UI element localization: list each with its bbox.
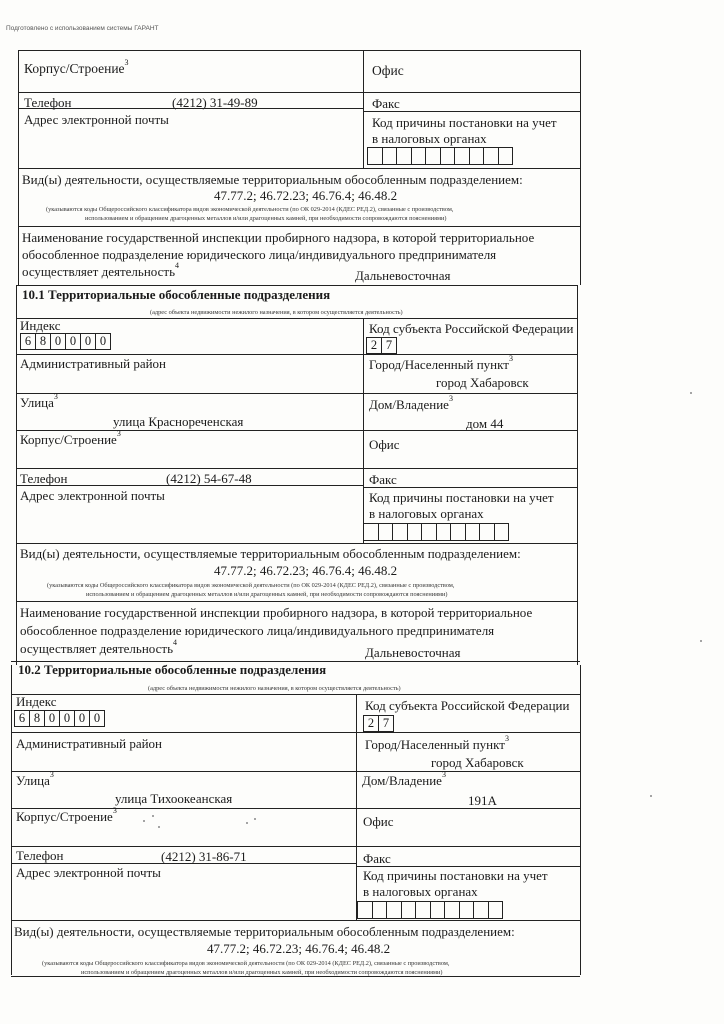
top-korpus-label: Корпус/Строение$^3$	[24, 58, 129, 76]
scan-speck	[254, 818, 256, 820]
s1-house-label: Дом/Владение$^3$	[369, 394, 453, 412]
rule	[11, 732, 580, 733]
scan-speck	[650, 795, 652, 797]
s1-city-value: город Хабаровск	[436, 375, 529, 390]
s1-subtitle: (адрес объекта недвижимости нежилого назначения, в котором осуществляется деятельность)	[150, 309, 403, 316]
rule	[16, 485, 363, 486]
top-inspection-value: Дальневосточная	[355, 268, 451, 283]
s2-city-label: Город/Населенный пункт$^3$	[365, 734, 509, 752]
s2-phone-value: (4212) 31-86-71	[161, 849, 247, 864]
rule	[16, 543, 577, 544]
rule	[11, 694, 580, 695]
rule	[16, 468, 577, 469]
s1-region-label: Код субъекта Российской Федерации	[369, 321, 574, 336]
s1-district-label: Административный район	[20, 356, 167, 371]
s1-street-label: Улица$^3$	[20, 392, 58, 410]
s1-korpus-label: Корпус/Строение$^3$	[20, 429, 121, 447]
s1-inspection-line-1: Наименование государственной инспекции пробирного надзора, в которой территориальное	[20, 605, 533, 620]
top-activity-note-2: использованием и обращением драгоценных металлов и/или драгоценных камней, при необходимости сопровождаются пояснениями)	[85, 215, 447, 222]
s2-city-value: город Хабаровск	[431, 755, 524, 770]
s1-fax-label: Факс	[369, 472, 397, 487]
rule	[16, 430, 577, 431]
s1-city-label: Город/Населенный пункт$^3$	[369, 354, 513, 372]
s2-activity-note-2: использованием и обращением драгоценных металлов и/или драгоценных камней, при необходимости сопровождаются пояснениями)	[81, 969, 443, 976]
s2-kpp-cells	[357, 901, 503, 919]
s2-korpus-label: Корпус/Строение$^3$	[16, 806, 117, 824]
rule	[18, 226, 580, 227]
top-kpp-cells	[367, 147, 513, 165]
s2-index-label: Индекс	[16, 694, 57, 709]
s2-house-label: Дом/Владение$^3$	[362, 770, 446, 788]
s1-activity-note-1: (указываются коды Общероссийского классификатора видов экономической деятельности (по ОК 029-2014 (КДЕС РЕД.2), связанные с производством,	[47, 582, 455, 589]
top-phone-label: Телефон	[24, 95, 72, 110]
frame-right	[580, 50, 581, 285]
rule	[363, 111, 580, 112]
rule	[16, 318, 577, 319]
s1-street-value: улица Краснореченская	[113, 414, 244, 429]
s1-inspection-value: Дальневосточная	[365, 645, 461, 660]
top-email-label: Адрес электронной почты	[24, 112, 169, 127]
s2-house-value: 191А	[468, 793, 497, 808]
top-activity-label: Вид(ы) деятельности, осуществляемые территориальным обособленным подразделением:	[22, 172, 523, 187]
s1-activity-note-2: использованием и обращением драгоценных металлов и/или драгоценных камней, при необходимости сопровождаются пояснениями)	[86, 591, 448, 598]
s2-street-value: улица Тихоокеанская	[115, 791, 233, 806]
top-activity-codes: 47.77.2; 46.72.23; 46.76.4; 46.48.2	[214, 188, 398, 203]
rule	[18, 92, 580, 93]
s2-subtitle: (адрес объекта недвижимости нежилого назначения, в котором осуществляется деятельность)	[148, 685, 401, 692]
scan-speck	[700, 640, 702, 642]
s2-activity-label: Вид(ы) деятельности, осуществляемые территориальным обособленным подразделением:	[14, 924, 515, 939]
rule	[356, 866, 580, 867]
s1-activity-codes: 47.77.2; 46.72.23; 46.76.4; 46.48.2	[214, 563, 398, 578]
s2-phone-label: Телефон	[16, 848, 64, 863]
s2-email-label: Адрес электронной почты	[16, 865, 161, 880]
rule	[18, 168, 580, 169]
s1-house-value: дом 44	[466, 416, 504, 431]
divider	[356, 694, 357, 920]
s2-kpp-label-1: Код причины постановки на учет	[363, 868, 548, 883]
s2-index-cells: 6 8 0 0 0 0	[14, 710, 105, 727]
s1-email-label: Адрес электронной почты	[20, 488, 165, 503]
s1-index-label: Индекс	[20, 318, 61, 333]
scan-speck	[143, 820, 145, 822]
s1-office-label: Офис	[369, 437, 400, 452]
top-kpp-label-1: Код причины постановки на учет	[372, 115, 557, 130]
top-fax-label: Факс	[372, 96, 400, 111]
scan-speck	[158, 826, 160, 828]
rule	[16, 354, 577, 355]
top-activity-note-1: (указываются коды Общероссийского классификатора видов экономической деятельности (по ОК 029-2014 (КДЕС РЕД.2), связанные с производством,	[46, 206, 454, 213]
rule	[11, 920, 580, 921]
top-inspection-line-3: осуществляет деятельность$^4$	[22, 261, 180, 279]
top-kpp-label-2: в налоговых органах	[372, 131, 487, 146]
s2-office-label: Офис	[363, 814, 394, 829]
s1-kpp-cells	[363, 523, 509, 541]
rule	[16, 601, 577, 602]
rule	[18, 108, 363, 109]
s1-kpp-label-1: Код причины постановки на учет	[369, 490, 554, 505]
frame-right	[580, 665, 581, 975]
s2-region-cells: 2 7	[363, 715, 394, 732]
s1-inspection-line-2: обособленное подразделение юридического лица/индивидуального предпринимателя	[20, 623, 495, 638]
s1-kpp-label-2: в налоговых органах	[369, 506, 484, 521]
scan-speck	[152, 815, 154, 817]
top-office-label: Офис	[372, 63, 404, 78]
top-inspection-line-2: обособленное подразделение юридического лица/индивидуального предпринимателя	[22, 247, 497, 262]
s1-activity-label: Вид(ы) деятельности, осуществляемые территориальным обособленным подразделением:	[20, 546, 521, 561]
rule	[11, 863, 356, 864]
s1-title: 10.1 Территориальные обособленные подразделения	[22, 287, 331, 302]
top-phone-value: (4212) 31-49-89	[172, 95, 258, 110]
s1-phone-value: (4212) 54-67-48	[166, 471, 252, 486]
s1-region-cells: 2 7	[366, 337, 397, 354]
s2-title: 10.2 Территориальные обособленные подразделения	[18, 662, 327, 677]
s1-phone-label: Телефон	[20, 471, 68, 486]
frame-right	[577, 285, 578, 665]
scan-speck	[246, 822, 248, 824]
frame-left	[11, 665, 12, 975]
rule	[363, 487, 577, 488]
rule	[18, 50, 580, 51]
s2-activity-codes: 47.77.2; 46.72.23; 46.76.4; 46.48.2	[207, 941, 391, 956]
s2-region-label: Код субъекта Российской Федерации	[365, 698, 570, 713]
rule	[11, 846, 580, 847]
scan-speck	[690, 392, 692, 394]
rule	[16, 393, 577, 394]
rule	[11, 976, 580, 977]
rule	[16, 285, 577, 286]
s2-street-label: Улица$^3$	[16, 770, 54, 788]
frame-left	[16, 285, 17, 665]
s2-kpp-label-2: в налоговых органах	[363, 884, 478, 899]
s2-district-label: Административный район	[16, 736, 163, 751]
header-prepared: Подготовлено с использованием системы ГАРАНТ	[6, 25, 159, 32]
divider	[363, 50, 364, 168]
s2-activity-note-1: (указываются коды Общероссийского классификатора видов экономической деятельности (по ОК 029-2014 (КДЕС РЕД.2), связанные с производством,	[42, 960, 450, 967]
rule	[11, 771, 580, 772]
s1-index-cells: 6 8 0 0 0 0	[20, 333, 111, 350]
s1-inspection-line-3: осуществляет деятельность$^4$	[20, 638, 178, 656]
s2-fax-label: Факс	[363, 851, 391, 866]
top-inspection-line-1: Наименование государственной инспекции пробирного надзора, в которой территориальное	[22, 230, 535, 245]
